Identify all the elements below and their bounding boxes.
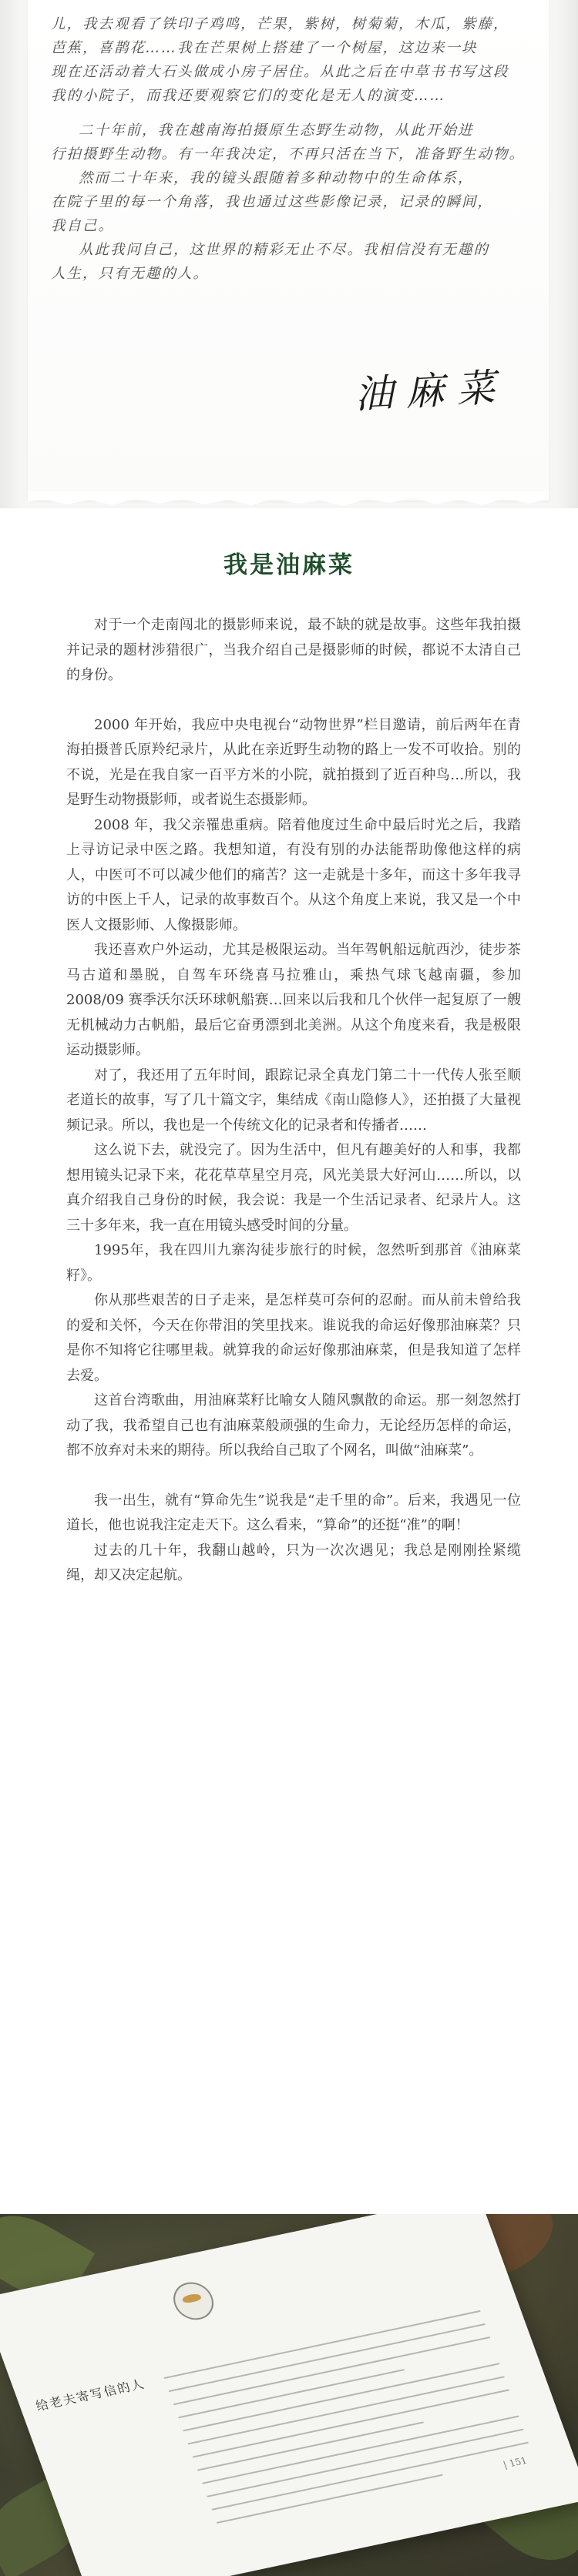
book-page-title: 给老夫寄写信的人 bbox=[33, 2376, 148, 2414]
paper-shadow-right bbox=[549, 0, 578, 508]
paragraph: 对于一个走南闯北的摄影师来说，最不缺的就是故事。这些年我拍摄并记录的题材涉猎很广，当我介绍自己是摄影师的时候，都说不太清自己的身份。 bbox=[66, 617, 521, 683]
paragraph: 对了，我还用了五年时间，跟踪记录全真龙门第二十一代传人张至顺老道长的故事，写了几十篇文字，集结成《南山隐修人》，还拍摄了大量视频记录。所以，我也是一个传统文化的记录者和传播者…… bbox=[66, 1067, 521, 1134]
note-line: 从此我问自己，这世界的精彩无止不尽。我相信没有无趣的 bbox=[79, 242, 490, 258]
book-page-line bbox=[202, 2415, 519, 2484]
book-page-line bbox=[193, 2389, 510, 2457]
note-paper bbox=[28, 0, 549, 501]
note-line: 我自己。 bbox=[51, 218, 115, 234]
paragraph: 你从那些艰苦的日子走来，是怎样莫可奈何的忍耐。而从前未曾给我的爱和关怀，今天在你带泪的笑里找来。谁说我的命运好像那油麻菜？只是你不知将它往哪里栽。就算我的命运好像那油麻菜，但是我知道了怎样去爱。 bbox=[66, 1292, 521, 1384]
paragraph: 1995年，我在四川九寨沟徒步旅行的时候，忽然听到那首《油麻菜籽》。 bbox=[66, 1242, 521, 1284]
note-line: 人生，只有无趣的人。 bbox=[51, 266, 210, 282]
signature bbox=[355, 339, 555, 424]
paragraph: 我还喜欢户外运动，尤其是极限运动。当年驾帆船远航西沙，徒步茶马古道和墨脱，自驾车环绕喜马拉雅山，乘热气球飞越南疆，参加2008/09 赛季沃尔沃环球帆船赛…回来以后我和几个伙伴一起复原了一艘无机械动力古帆船，最后它奋勇漂到北美洲。从这个角度来看，我是极限运动摄影师。 bbox=[66, 942, 521, 1058]
note-line: 现在还活动着大石头做成小房子居住。从此之后在中草书书写这段 bbox=[51, 64, 509, 80]
paragraph: 过去的几十年，我翻山越岭，只为一次次遇见；我总是刚刚拴紧缆绳，却又决定起航。 bbox=[66, 1542, 521, 1583]
note-line: 我的小院子，而我还要观察它们的变化是无人的演变…… bbox=[51, 88, 446, 104]
book-page-line bbox=[187, 2376, 505, 2444]
paper-shadow-left bbox=[0, 0, 29, 508]
book-page-number: | 151 bbox=[501, 2454, 529, 2470]
signature-text: 油麻菜 bbox=[353, 364, 509, 417]
bird-emblem-icon bbox=[168, 2279, 219, 2323]
paragraph: 2000 年开始，我应中央电视台“动物世界”栏目邀请，前后两年在青海拍摄普氏原羚纪录片，从此在亲近野生动物的路上一发不可收拾。别的不说，光是在我自家一百平方米的小院，就拍摄到了近百种鸟…所以，我是野生动物摄影师，或者说生态摄影师。 bbox=[66, 716, 521, 808]
book-page-line bbox=[197, 2421, 424, 2470]
paragraph: 我一出生，就有“算命先生”说我是“走千里的命”。后来，我遇见一位道长，他也说我注定走天下。这么看来，“算命”的还挺“准”的啊！ bbox=[66, 1492, 521, 1533]
torn-paper-edge bbox=[28, 491, 549, 508]
paragraph: 2008 年，我父亲罹患重病。陪着他度过生命中最后时光之后，我踏上寻访记录中医之路。我想知道，有没有别的办法能帮助像他这样的病人，中医可不可以减少他们的痛苦？这一走就是十多年，而这十多年我寻访的中医上千人，记录的故事数百个。从这个角度上来说，我又是一个中医人文摄影师、人像摄影师。 bbox=[66, 816, 521, 933]
book-page-line bbox=[163, 2310, 481, 2379]
paragraph: 这么说下去，就没完了。因为生活中，但凡有趣美好的人和事，我都想用镜头记录下来，花花草草星空月亮，风光美景大好河山……所以，以真介绍我自己身份的时候，我会说：我是一个生活记录者、纪录片人。这三十多年来，我一直在用镜头感受时间的分量。 bbox=[66, 1142, 521, 1234]
note-line: 行拍摄野生动物。有一年我决定，不再只活在当下，准备野生动物。 bbox=[51, 146, 526, 162]
note-line: 在院子里的每一个角落，我也通过这些影像记录，记录的瞬间， bbox=[51, 194, 494, 210]
book-page-line bbox=[183, 2363, 500, 2431]
article-body bbox=[66, 613, 521, 1589]
note-line: 然而二十年来，我的镜头跟随着多种动物中的生命体系， bbox=[79, 170, 474, 186]
book-page-line bbox=[217, 2474, 443, 2524]
note-line: 芭蕉，喜鹊花……我在芒果树上搭建了一个树屋，这边来一块 bbox=[51, 40, 478, 56]
note-line: 二十年前，我在越南海拍摄原生态野生动物，从此开始进 bbox=[79, 122, 474, 139]
article-title: 我是油麻菜 bbox=[223, 551, 355, 579]
book-page-line bbox=[212, 2442, 529, 2511]
book-page-line bbox=[178, 2369, 405, 2418]
book-page-line bbox=[207, 2429, 524, 2497]
book-photo bbox=[0, 2214, 578, 2576]
note-line: 儿，我去观看了铁印子鸡鸣，芒果，紫树，树菊菊，木瓜，紫藤， bbox=[51, 16, 509, 32]
book-page-line bbox=[173, 2336, 491, 2405]
handwritten-note-section bbox=[0, 0, 578, 508]
book-page-line bbox=[169, 2323, 486, 2392]
note-text bbox=[51, 12, 529, 286]
paragraph: 这首台湾歌曲，用油麻菜籽比喻女人随风飘散的命运。那一刻忽然打动了我，我希望自己也有油麻菜般顽强的生命力，无论经历怎样的命运，都不放弃对未来的期待。所以我给自己取了个网名，叫做“油麻菜”。 bbox=[66, 1392, 521, 1459]
